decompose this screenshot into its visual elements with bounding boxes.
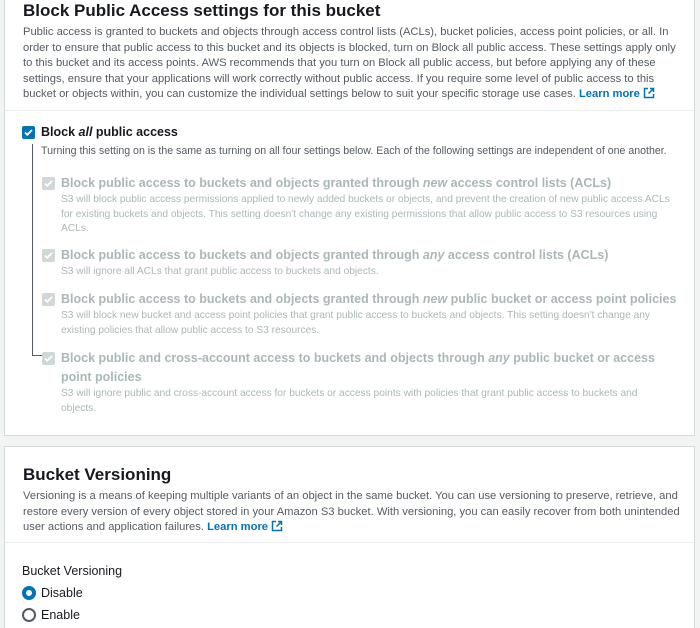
block-cross-account-checkbox[interactable]: [42, 352, 55, 365]
bucket-versioning-title: Bucket Versioning: [23, 465, 172, 484]
block-public-access-panel: [4, 0, 695, 436]
versioning-disable-radio[interactable]: [22, 586, 36, 600]
block-public-access-header: [5, 0, 694, 103]
block-all-checkbox[interactable]: [22, 126, 35, 139]
learn-more-link[interactable]: Learn more: [579, 88, 655, 100]
check-icon: [43, 353, 54, 364]
bucket-versioning-field-label: Bucket Versioning: [22, 564, 123, 578]
check-icon: [43, 294, 54, 305]
block-any-acls-description: S3 will ignore all ACLs that grant public access to buckets and objects.: [61, 266, 379, 277]
block-new-acls-description: S3 will block public access permissions applied to newly added buckets or objects, and prevent the creation of new public access ACLs for existing buckets and objects. This setting doesn't change any existing permissions that allow public access to S3 resources using ACLs.: [61, 194, 670, 234]
versioning-disable-label: Disable: [41, 586, 83, 600]
external-link-icon: [271, 520, 283, 532]
block-new-policies-label: Block public access to buckets and objects granted through new public bucket or access point policies: [61, 292, 677, 306]
bucket-versioning-header: [5, 447, 694, 536]
settings-tree-line: [32, 144, 33, 356]
block-any-acls-checkbox[interactable]: [42, 249, 55, 262]
external-link-icon: [643, 87, 655, 99]
block-new-acls-label: Block public access to buckets and objects granted through new access control lists (ACLs): [61, 176, 612, 190]
block-public-access-description: Public access is granted to buckets and objects through access control lists (ACLs), bucket policies, access point policies, or all. In order to ensure that public access to this bucket and its objects is blocked, turn on Block all public access. These settings apply only to this bucket and its access points. AWS recommends that you turn on Block all public access, but before applying any of these settings, ensure that your applications will work correctly without public access. If you require some level of public access to this bucket or objects within, you can customize the individual settings below to suit your specific storage use cases. Learn more: [23, 26, 676, 100]
block-any-acls-label: Block public access to buckets and objects granted through any access control lists (ACLs): [61, 248, 609, 262]
block-cross-account-label: Block public and cross-account access to buckets and objects through any public bucket or access point policies: [61, 351, 655, 384]
block-new-policies-description: S3 will block new bucket and access point policies that grant public access to buckets and objects. This setting doesn't change any existing policies that allow public access to S3 resources.: [61, 310, 651, 336]
bucket-versioning-description: Versioning is a means of keeping multiple variants of an object in the same bucket. You can use versioning to preserve, retrieve, and restore every version of every object stored in your Amazon S3 bucket. With versioning, you can easily recover from both unintended user actions and application failures. Learn more: [23, 490, 680, 533]
section-divider: [5, 110, 694, 111]
settings-tree-branch: [32, 355, 42, 356]
block-all-label: Block all public access: [41, 125, 178, 139]
check-icon: [43, 250, 54, 261]
block-all-description: Turning this setting on is the same as turning on all four settings below. Each of the following settings are independent of one another.: [41, 145, 667, 157]
bucket-versioning-panel: [4, 446, 695, 628]
versioning-enable-label: Enable: [41, 608, 80, 622]
check-icon: [23, 127, 34, 138]
versioning-enable-radio[interactable]: [22, 608, 36, 622]
block-cross-account-description: S3 will ignore public and cross-account access for buckets or access points with policies that grant public access to buckets and objects.: [61, 388, 638, 414]
block-new-policies-checkbox[interactable]: [42, 293, 55, 306]
block-new-acls-checkbox[interactable]: [42, 177, 55, 190]
check-icon: [43, 178, 54, 189]
learn-more-link[interactable]: Learn more: [207, 521, 283, 533]
section-divider: [5, 542, 694, 543]
block-public-access-title: Block Public Access settings for this bucket: [23, 1, 381, 20]
